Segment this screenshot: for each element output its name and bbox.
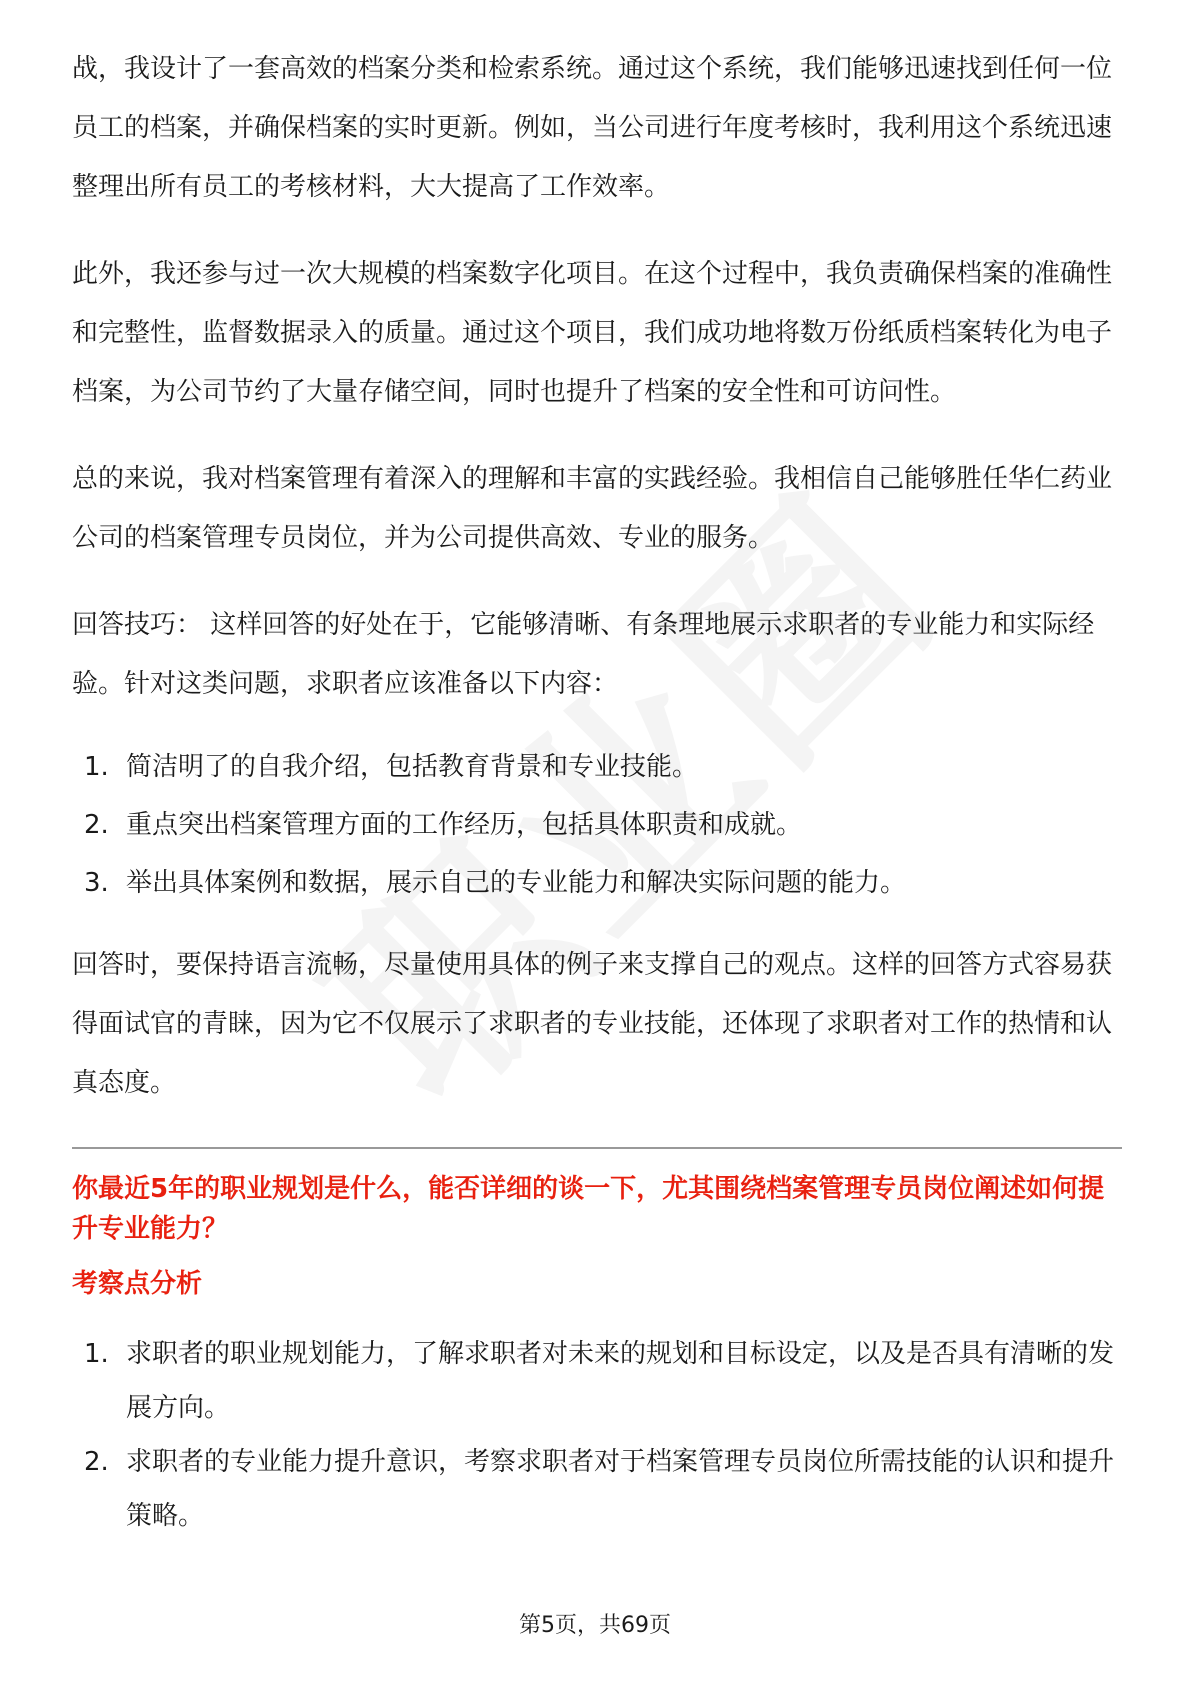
- list-item-text: 举出具体案例和数据，展示自己的专业能力和解决实际问题的能力。: [126, 868, 907, 898]
- list-item: [72, 796, 1122, 854]
- document-body: [72, 40, 1122, 1543]
- closing-paragraph: 回答时，要保持语言流畅，尽量使用具体的例子来支撑自己的观点。这样的回答方式容易获得面试官的青睐，因为它不仅展示了求职者的专业技能，还体现了求职者对工作的热情和认真态度。: [72, 950, 1113, 1098]
- list-item-number: 2.: [84, 810, 109, 840]
- list-item: [72, 1435, 1122, 1543]
- answer-tips-paragraph: 回答技巧： 这样回答的好处在于，它能够清晰、有条理地展示求职者的专业能力和实际经验。针对这类问题，求职者应该准备以下内容：: [72, 610, 1095, 699]
- analysis-list: [72, 1327, 1122, 1543]
- paragraph-2: 此外，我还参与过一次大规模的档案数字化项目。在这个过程中，我负责确保档案的准确性和完整性，监督数据录入的质量。通过这个项目，我们成功地将数万份纸质档案转化为电子档案，为公司节约了大量存储空间，同时也提升了档案的安全性和可访问性。: [72, 259, 1113, 407]
- list-item: [72, 854, 1122, 912]
- list-item-text: 求职者的专业能力提升意识，考察求职者对于档案管理专员岗位所需技能的认识和提升策略。: [126, 1447, 1115, 1531]
- page-footer: 第5页，共69页: [519, 1613, 671, 1638]
- list-item-text: 求职者的职业规划能力，了解求职者对未来的规划和目标设定，以及是否具有清晰的发展方向。: [126, 1339, 1115, 1423]
- list-item-number: 3.: [84, 868, 109, 898]
- list-item: [72, 738, 1122, 796]
- list-item-number: 1.: [84, 752, 109, 782]
- list-item: [72, 1327, 1122, 1435]
- analysis-heading: 考察点分析: [72, 1269, 203, 1299]
- interview-question: 你最近5年的职业规划是什么，能否详细的谈一下，尤其围绕档案管理专员岗位阐述如何提升专业能力？: [72, 1174, 1105, 1244]
- section-divider: [72, 1147, 1122, 1149]
- list-item-text: 简洁明了的自我介绍，包括教育背景和专业技能。: [126, 752, 699, 782]
- list-item-number: 2.: [84, 1447, 109, 1477]
- list-item-text: 重点突出档案管理方面的工作经历，包括具体职责和成就。: [126, 810, 803, 840]
- paragraph-3: 总的来说，我对档案管理有着深入的理解和丰富的实践经验。我相信自己能够胜任华仁药业公司的档案管理专员岗位，并为公司提供高效、专业的服务。: [72, 464, 1113, 553]
- paragraph-1: 战，我设计了一套高效的档案分类和检索系统。通过这个系统，我们能够迅速找到任何一位员工的档案，并确保档案的实时更新。例如，当公司进行年度考核时，我利用这个系统迅速整理出所有员工的考核材料，大大提高了工作效率。: [72, 54, 1113, 202]
- list-item-number: 1.: [84, 1339, 109, 1369]
- tips-list: [72, 738, 1122, 912]
